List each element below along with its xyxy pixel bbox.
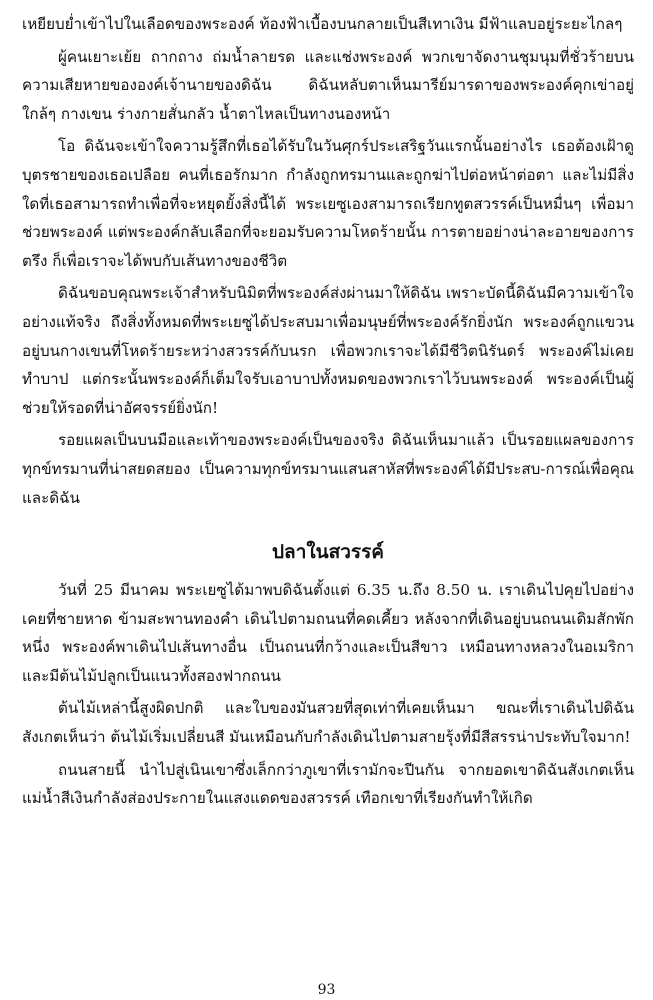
paragraph-mocking-crowd: ผู้คนเยาะเย้ย ถากถาง ถ่มน้ำลายรด และแช่งพระองค์ พวกเขาจัดงานชุมนุมที่ชั่วร้ายบนความเสียหายขององค์เจ้านายของดิฉัน ดิฉันหลับตาเห็นมารีย์มารดาของพระองค์คุกเข่าอยู่ใกล้ๆ กางเขน ร่างกายสั่นกลัว น้ำตาไหลเป็นทางนองหน้า <box>22 47 634 123</box>
paragraph-march-25: วันที่ 25 มีนาคม พระเยซูได้มาพบดิฉันตั้งแต่ 6.35 น.ถึง 8.50 น. เราเดินไปคุยไปอย่างเคยที่ชายหาด ข้ามสะพานทองคำ เดินไปตามถนนที่คดเคี้ยว หลังจากที่เดินอยู่บนถนนเดิมสักพักหนึ่ง พระองค์พาเดินไปเส้นทางอื่น เป็นถนนที่กว้างและเป็นสีขาว เหมือนทางหลวงในอเมริกา และมีต้นไม้ปลูกเป็นแนวทั้งสองฟากถนน <box>22 581 634 685</box>
page-number: 93 <box>317 982 336 998</box>
book-page <box>22 10 634 990</box>
section-heading: ปลาในสวรรค์ <box>271 541 385 564</box>
paragraph-road-hill: ถนนสายนี้ นำไปสู่เนินเขาซึ่งเล็กกว่าภูเขาที่เรามักจะปีนกัน จากยอดเขาดิฉันสังเกตเห็นแม่น้ำสีเงินกำลังส่องประกายในแสงแดดของสวรรค์ เทือกเขาที่เรียงกันทำให้เกิด <box>22 760 634 808</box>
paragraph-trees: ต้นไม้เหล่านี้สูงผิดปกติ และใบของมันสวยที่สุดเท่าที่เคยเห็นมา ขณะที่เราเดินไปดิฉันสังเกตเห็นว่า ต้นไม้เริ่มเปลี่ยนสี มันเหมือนกับกำลังเดินไปตามสายรุ้งที่มีสีสรรน่าประทับใจมาก! <box>22 699 634 747</box>
paragraph-thanksgiving: ดิฉันขอบคุณพระเจ้าสำหรับนิมิตที่พระองค์ส่งผ่านมาให้ดิฉัน เพราะบัดนี้ดิฉันมีความเข้าใจอย่างแท้จริง ถึงสิ่งทั้งหมดที่พระเยซูได้ประสบมาเพื่อมนุษย์ที่พระองค์รักยิ่งนัก พระองค์ถูกแขวนอยู่บนกางเขนที่โหดร้ายระหว่างสวรรค์กับนรก เพื่อพวกเราจะได้มีชีวิตนิรันดร์ พระองค์ไม่เคยทำบาป แต่กระนั้นพระองค์ก็เต็มใจรับเอาบาปทั้งหมดของพวกเราไว้บนพระองค์ พระองค์เป็นผู้ช่วยให้รอดที่น่าอัศจรรย์ยิ่งนัก! <box>22 284 634 417</box>
paragraph-scars: รอยแผลเป็นบนมือและเท้าของพระองค์เป็นของจริง ดิฉันเห็นมาแล้ว เป็นรอยแผลของการทุกข์ทรมานที่น่าสยดสยอง เป็นความทุกข์ทรมานแสนสาหัสที่พระองค์ได้มีประสบ-การณ์เพื่อคุณและดิฉัน <box>22 431 634 507</box>
paragraph-mary-good-friday: โอ ดิฉันจะเข้าใจความรู้สึกที่เธอได้รับในวันศุกร์ประเสริฐวันแรกนั้นอย่างไร เธอต้องเฝ้าดูบุตรชายของเธอเปลือย คนที่เธอรักมาก กำลังถูกทรมานและถูกฆ่าไปต่อหน้าต่อตา และไม่มีสิ่งใดที่เธอสามารถทำเพื่อที่จะหยุดยั้งสิ่งนี้ได้ พระเยซูเองสามารถเรียกทูตสวรรค์เป็นหมื่นๆ เพื่อมาช่วยพระองค์ แต่พระองค์กลับเลือกที่จะยอมรับความโหดร้ายนั้น การตายอย่างน่าละอายของการตรึง ก็เพื่อเราจะได้พบกับเส้นทางของชีวิต <box>22 137 634 270</box>
paragraph-continuation: เหยียบย่ำเข้าไปในเลือดของพระองค์ ท้องฟ้าเบื้องบนกลายเป็นสีเทาเงิน มีฟ้าแลบอยู่ระยะไกลๆ <box>22 15 623 33</box>
